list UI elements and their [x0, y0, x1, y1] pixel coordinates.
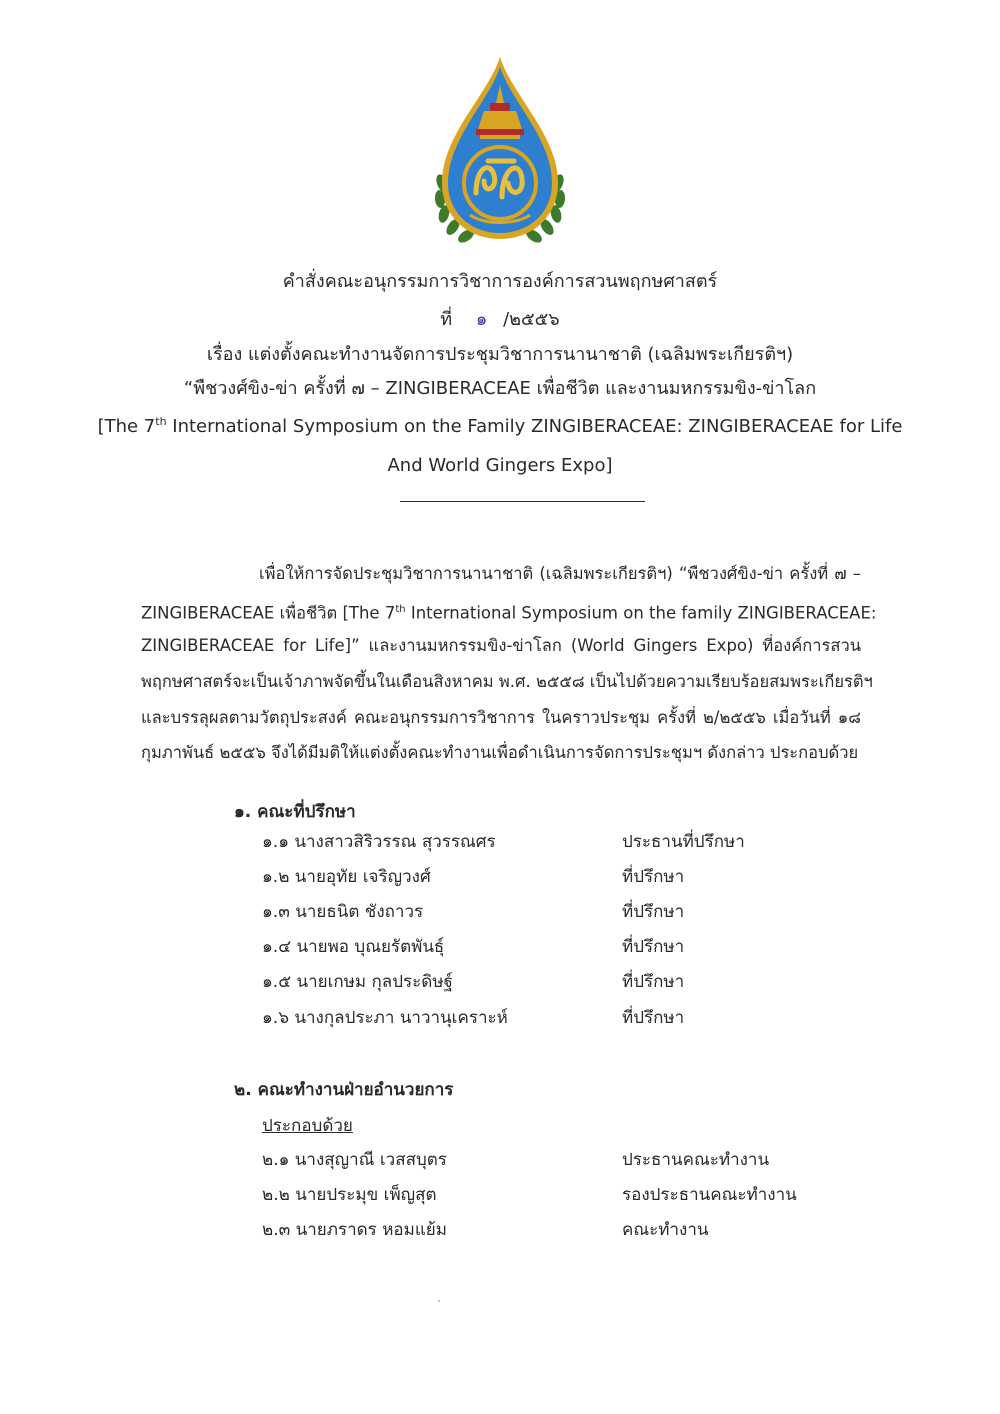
- body-line-4: พฤกษศาสตร์จะเป็นเจ้าภาพจัดขึ้นในเดือนสิงหาคม พ.ศ. ๒๕๕๘ เป็นไปด้วยความเรียบร้อยสมพระเกียรติฯ: [141, 672, 873, 691]
- body-line-1: เพื่อให้การจัดประชุมวิชาการนานาชาติ (เฉลิมพระเกียรติฯ) “พืชวงศ์ขิง-ข่า ครั้งที่ ๗ –: [259, 564, 861, 583]
- section-2-subheading: ประกอบด้วย: [262, 1116, 353, 1136]
- order-subject: เรื่อง แต่งตั้งคณะทำงานจัดการประชุมวิชาการนานาชาติ (เฉลิมพระเกียรติฯ): [206, 344, 794, 365]
- section-2-heading: ๒. คณะทำงานฝ่ายอำนวยการ: [234, 1080, 454, 1100]
- member-name: ๑.๔ นายพอ บุณยรัตพันธุ์: [262, 937, 445, 957]
- number-year: /๒๕๕๖: [503, 309, 560, 330]
- event-title-english: [0, 410, 1000, 439]
- member-role: ที่ปรึกษา: [622, 937, 685, 957]
- member-row: [262, 830, 862, 856]
- member-name: ๒.๑ นางสุญาณี เวสสบุตร: [262, 1150, 447, 1170]
- organization-logo: [428, 55, 572, 247]
- member-row: [262, 1148, 862, 1174]
- member-row: [262, 970, 862, 996]
- event-title-english-line2: And World Gingers Expo]: [387, 455, 613, 476]
- body-line-5: และบรรลุผลตามวัตถุประสงค์ คณะอนุกรรมการวิชาการ ในคราวประชุม ครั้งที่ ๒/๒๕๕๖ เมื่อวันที่ ๑๘: [141, 708, 861, 727]
- member-role: ที่ปรึกษา: [622, 1008, 685, 1028]
- member-role: ประธานคณะทำงาน: [622, 1150, 770, 1170]
- scan-speck: [438, 1300, 440, 1302]
- english-pre: [The 7: [97, 416, 156, 437]
- member-row: [262, 865, 862, 891]
- member-role: รองประธานคณะทำงาน: [622, 1185, 797, 1205]
- order-title: คำสั่งคณะอนุกรรมการวิชาการองค์การสวนพฤกษศาสตร์: [282, 271, 718, 292]
- member-role: ที่ปรึกษา: [622, 902, 685, 922]
- number-value: ๑: [475, 309, 488, 330]
- body-line-2-post: International Symposium on the family ZINGIBERACEAE:: [405, 603, 877, 623]
- member-row: [262, 1218, 862, 1244]
- body-line-6: กุมภาพันธ์ ๒๕๕๖ จึงได้มีมติให้แต่งตั้งคณะทำงานเพื่อดำเนินการจัดการประชุมฯ ดังกล่าว ประกอบด้วย: [141, 743, 859, 762]
- member-name: ๑.๑ นางสาวสิริวรรณ สุวรรณศร: [262, 832, 496, 852]
- member-row: [262, 1006, 862, 1032]
- member-name: ๑.๒ นายอุทัย เจริญวงศ์: [262, 867, 431, 887]
- order-number: [0, 308, 1000, 332]
- member-row: [262, 900, 862, 926]
- member-name: ๑.๖ นางกุลประภา นาวานุเคราะห์: [262, 1008, 508, 1028]
- english-post: International Symposium on the Family ZINGIBERACEAE: ZINGIBERACEAE for Life: [166, 416, 903, 437]
- member-name: ๒.๒ นายประมุข เพ็ญสุต: [262, 1185, 437, 1205]
- member-name: ๒.๓ นายภราดร หอมแย้ม: [262, 1220, 447, 1240]
- member-role: คณะทำงาน: [622, 1220, 709, 1240]
- body-line-2-sup: th: [395, 604, 406, 615]
- member-name: ๑.๓ นายธนิต ชังถาวร: [262, 902, 424, 922]
- body-line-3: ZINGIBERACEAE for Life]” และงานมหกรรมขิง-ข่าโลก (World Gingers Expo) ที่องค์การสวน: [141, 636, 861, 655]
- section-1-heading: ๑. คณะที่ปรึกษา: [234, 802, 356, 822]
- member-role: ที่ปรึกษา: [622, 867, 685, 887]
- member-role: ที่ปรึกษา: [622, 972, 685, 992]
- body-line-2: [141, 598, 877, 626]
- member-role: ประธานที่ปรึกษา: [622, 832, 745, 852]
- header-divider: [400, 501, 645, 502]
- member-row: [262, 1183, 862, 1209]
- event-title-thai: “พืชวงศ์ขิง-ข่า ครั้งที่ ๗ – ZINGIBERACEAE เพื่อชีวิต และงานมหกรรมขิง-ข่าโลก: [183, 378, 817, 399]
- body-line-2-pre: ZINGIBERACEAE เพื่อชีวิต [The 7: [141, 603, 396, 623]
- member-row: [262, 935, 862, 961]
- english-sup: th: [155, 415, 167, 428]
- member-name: ๑.๕ นายเกษม กุลประดิษฐ์: [262, 972, 453, 992]
- number-label: ที่: [440, 309, 453, 330]
